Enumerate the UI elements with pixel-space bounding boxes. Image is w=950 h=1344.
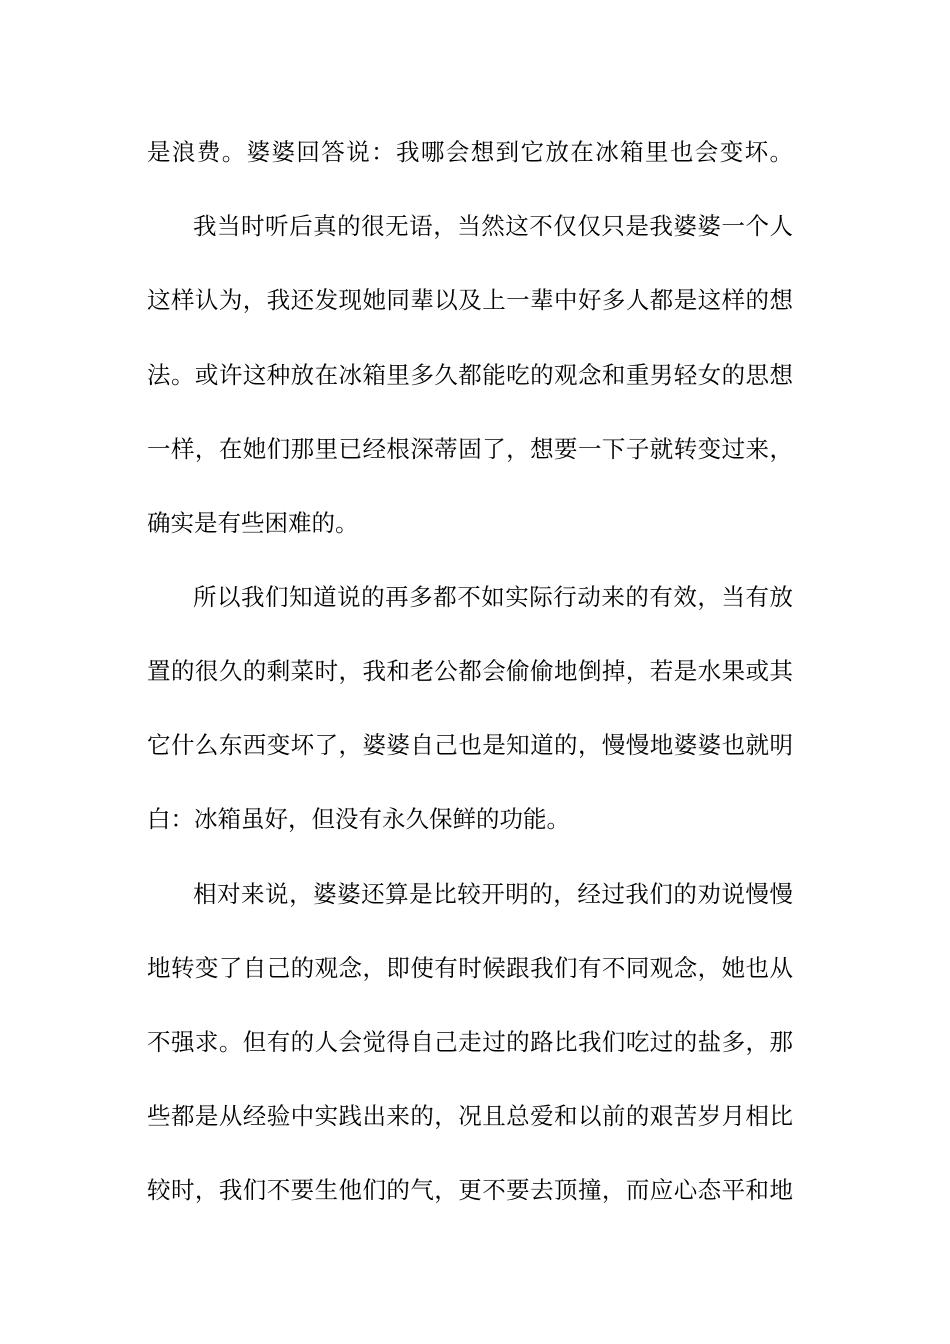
text-line-9: 它什么东西变坏了，婆婆自己也是知道的，慢慢地婆婆也就明 bbox=[147, 731, 793, 759]
text-line-13: 不强求。但有的人会觉得自己走过的路比我们吃过的盐多，那 bbox=[147, 1028, 793, 1056]
text-line-6: 确实是有些困难的。 bbox=[147, 509, 359, 537]
text-line-11: 相对来说，婆婆还算是比较开明的，经过我们的劝说慢慢 bbox=[193, 880, 793, 908]
text-line-3: 这样认为，我还发现她同辈以及上一辈中好多人都是这样的想 bbox=[147, 286, 793, 314]
text-line-10: 白：冰箱虽好，但没有永久保鲜的功能。 bbox=[147, 805, 570, 833]
text-line-14: 些都是从经验中实践出来的，况且总爱和以前的艰苦岁月相比 bbox=[147, 1102, 793, 1130]
text-line-8: 置的很久的剩菜时，我和老公都会偷偷地倒掉，若是水果或其 bbox=[147, 657, 793, 685]
text-line-1: 是浪费。婆婆回答说：我哪会想到它放在冰箱里也会变坏。 bbox=[147, 138, 793, 166]
text-line-5: 一样，在她们那里已经根深蒂固了，想要一下子就转变过来， bbox=[147, 435, 793, 463]
text-line-7: 所以我们知道说的再多都不如实际行动来的有效，当有放 bbox=[193, 583, 793, 611]
text-line-15: 较时，我们不要生他们的气，更不要去顶撞，而应心态平和地 bbox=[147, 1176, 793, 1204]
text-line-4: 法。或许这种放在冰箱里多久都能吃的观念和重男轻女的思想 bbox=[147, 361, 793, 389]
text-line-12: 地转变了自己的观念，即使有时候跟我们有不同观念，她也从 bbox=[147, 954, 793, 982]
text-line-2: 我当时听后真的很无语，当然这不仅仅只是我婆婆一个人 bbox=[193, 212, 793, 240]
